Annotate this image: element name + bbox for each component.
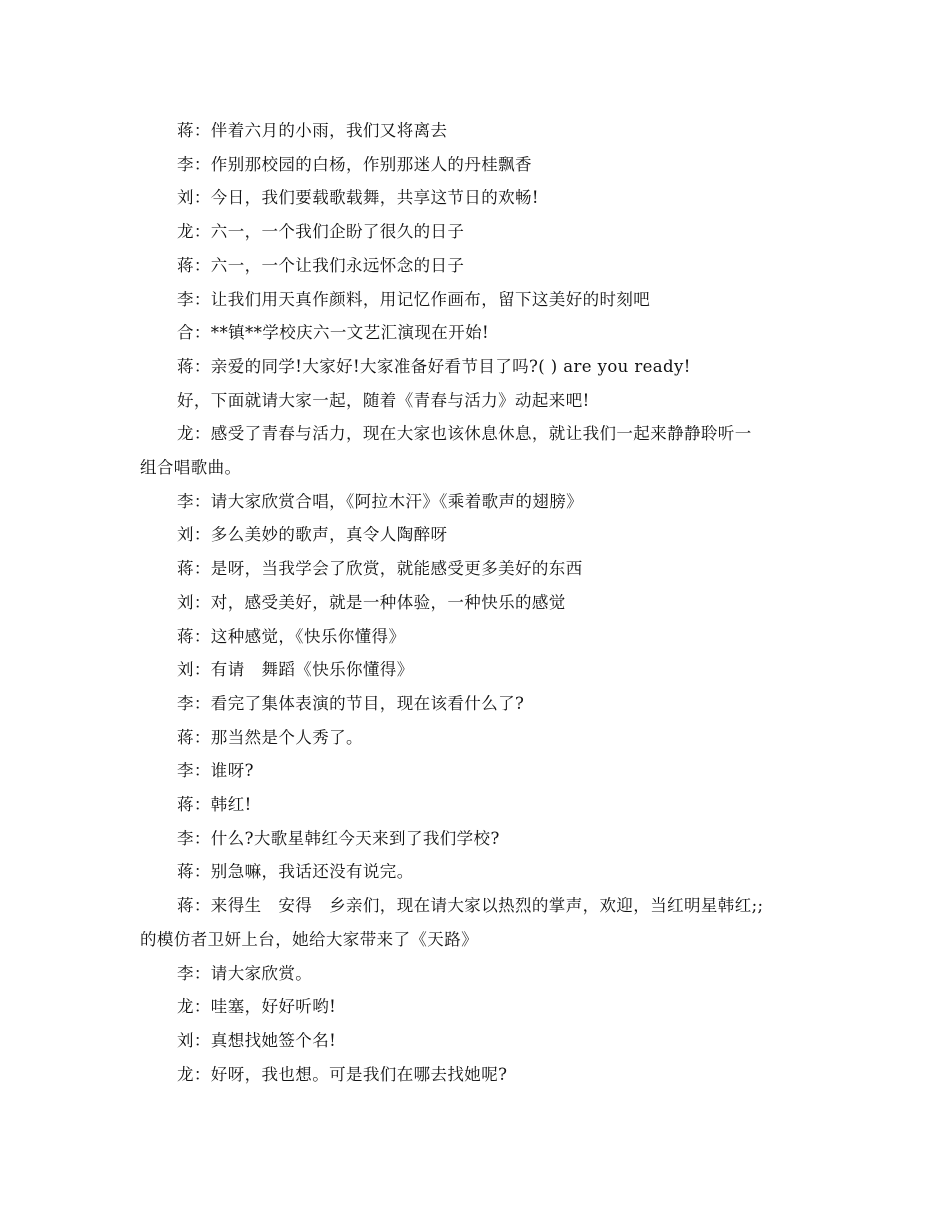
line-19: 蒋：那当然是个人秀了。 xyxy=(177,727,363,747)
line-10: 龙：感受了青春与活力，现在大家也该休息休息，就让我们一起来静静聆听一 xyxy=(177,424,752,444)
line-9: 好，下面就请大家一起，随着《青春与活力》动起来吧! xyxy=(177,390,590,410)
line-13: 刘：多么美妙的歌声，真令人陶醉呀 xyxy=(177,525,448,545)
line-24: 蒋：来得生 安得 乡亲们，现在请大家以热烈的掌声，欢迎，当红明星韩红;; xyxy=(177,896,764,916)
line-23: 蒋：别急嘛，我话还没有说完。 xyxy=(177,862,414,882)
line-29: 龙：好呀，我也想。可是我们在哪去找她呢? xyxy=(177,1064,508,1084)
line-5: 蒋：六一，一个让我们永远怀念的日子 xyxy=(177,255,465,275)
line-4: 龙：六一，一个我们企盼了很久的日子 xyxy=(177,222,465,242)
line-22: 李：什么?大歌星韩红今天来到了我们学校? xyxy=(177,828,500,848)
line-1: 蒋：伴着六月的小雨，我们又将离去 xyxy=(177,121,448,140)
line-21: 蒋：韩红! xyxy=(177,795,252,815)
script-text xyxy=(140,114,815,1091)
line-27: 龙：哇塞，好好听哟! xyxy=(177,997,337,1017)
line-15: 刘：对，感受美好，就是一种体验，一种快乐的感觉 xyxy=(177,592,566,612)
line-14: 蒋：是呀，当我学会了欣赏，就能感受更多美好的东西 xyxy=(177,559,583,579)
line-12: 李：请大家欣赏合唱，《阿拉木汗》《乘着歌声的翅膀》 xyxy=(177,491,583,511)
line-26: 李：请大家欣赏。 xyxy=(177,963,313,983)
line-25: 的模仿者卫妍上台，她给大家带来了《天路》 xyxy=(140,929,478,949)
line-3: 刘：今日，我们要载歌载舞，共享这节日的欢畅! xyxy=(177,188,539,208)
paragraph-long-1 xyxy=(140,417,815,484)
line-28: 刘：真想找她签个名! xyxy=(177,1030,337,1050)
paragraph-long-2 xyxy=(140,889,815,956)
line-17: 刘：有请 舞蹈《快乐你懂得》 xyxy=(177,660,414,680)
line-2: 李：作别那校园的白杨，作别那迷人的丹桂飘香 xyxy=(177,154,532,174)
line-20: 李：谁呀? xyxy=(177,761,254,781)
line-16: 蒋：这种感觉，《快乐你懂得》 xyxy=(177,626,406,646)
line-8: 蒋：亲爱的同学!大家好!大家准备好看节目了吗?( ) are you ready! xyxy=(177,356,691,376)
line-11: 组合唱歌曲。 xyxy=(140,458,242,478)
line-18: 李：看完了集体表演的节目，现在该看什么了? xyxy=(177,693,525,713)
line-6: 李：让我们用天真作颜料，用记忆作画布，留下这美好的时刻吧 xyxy=(177,289,651,309)
line-7: 合：**镇**学校庆六一文艺汇演现在开始! xyxy=(177,323,490,343)
